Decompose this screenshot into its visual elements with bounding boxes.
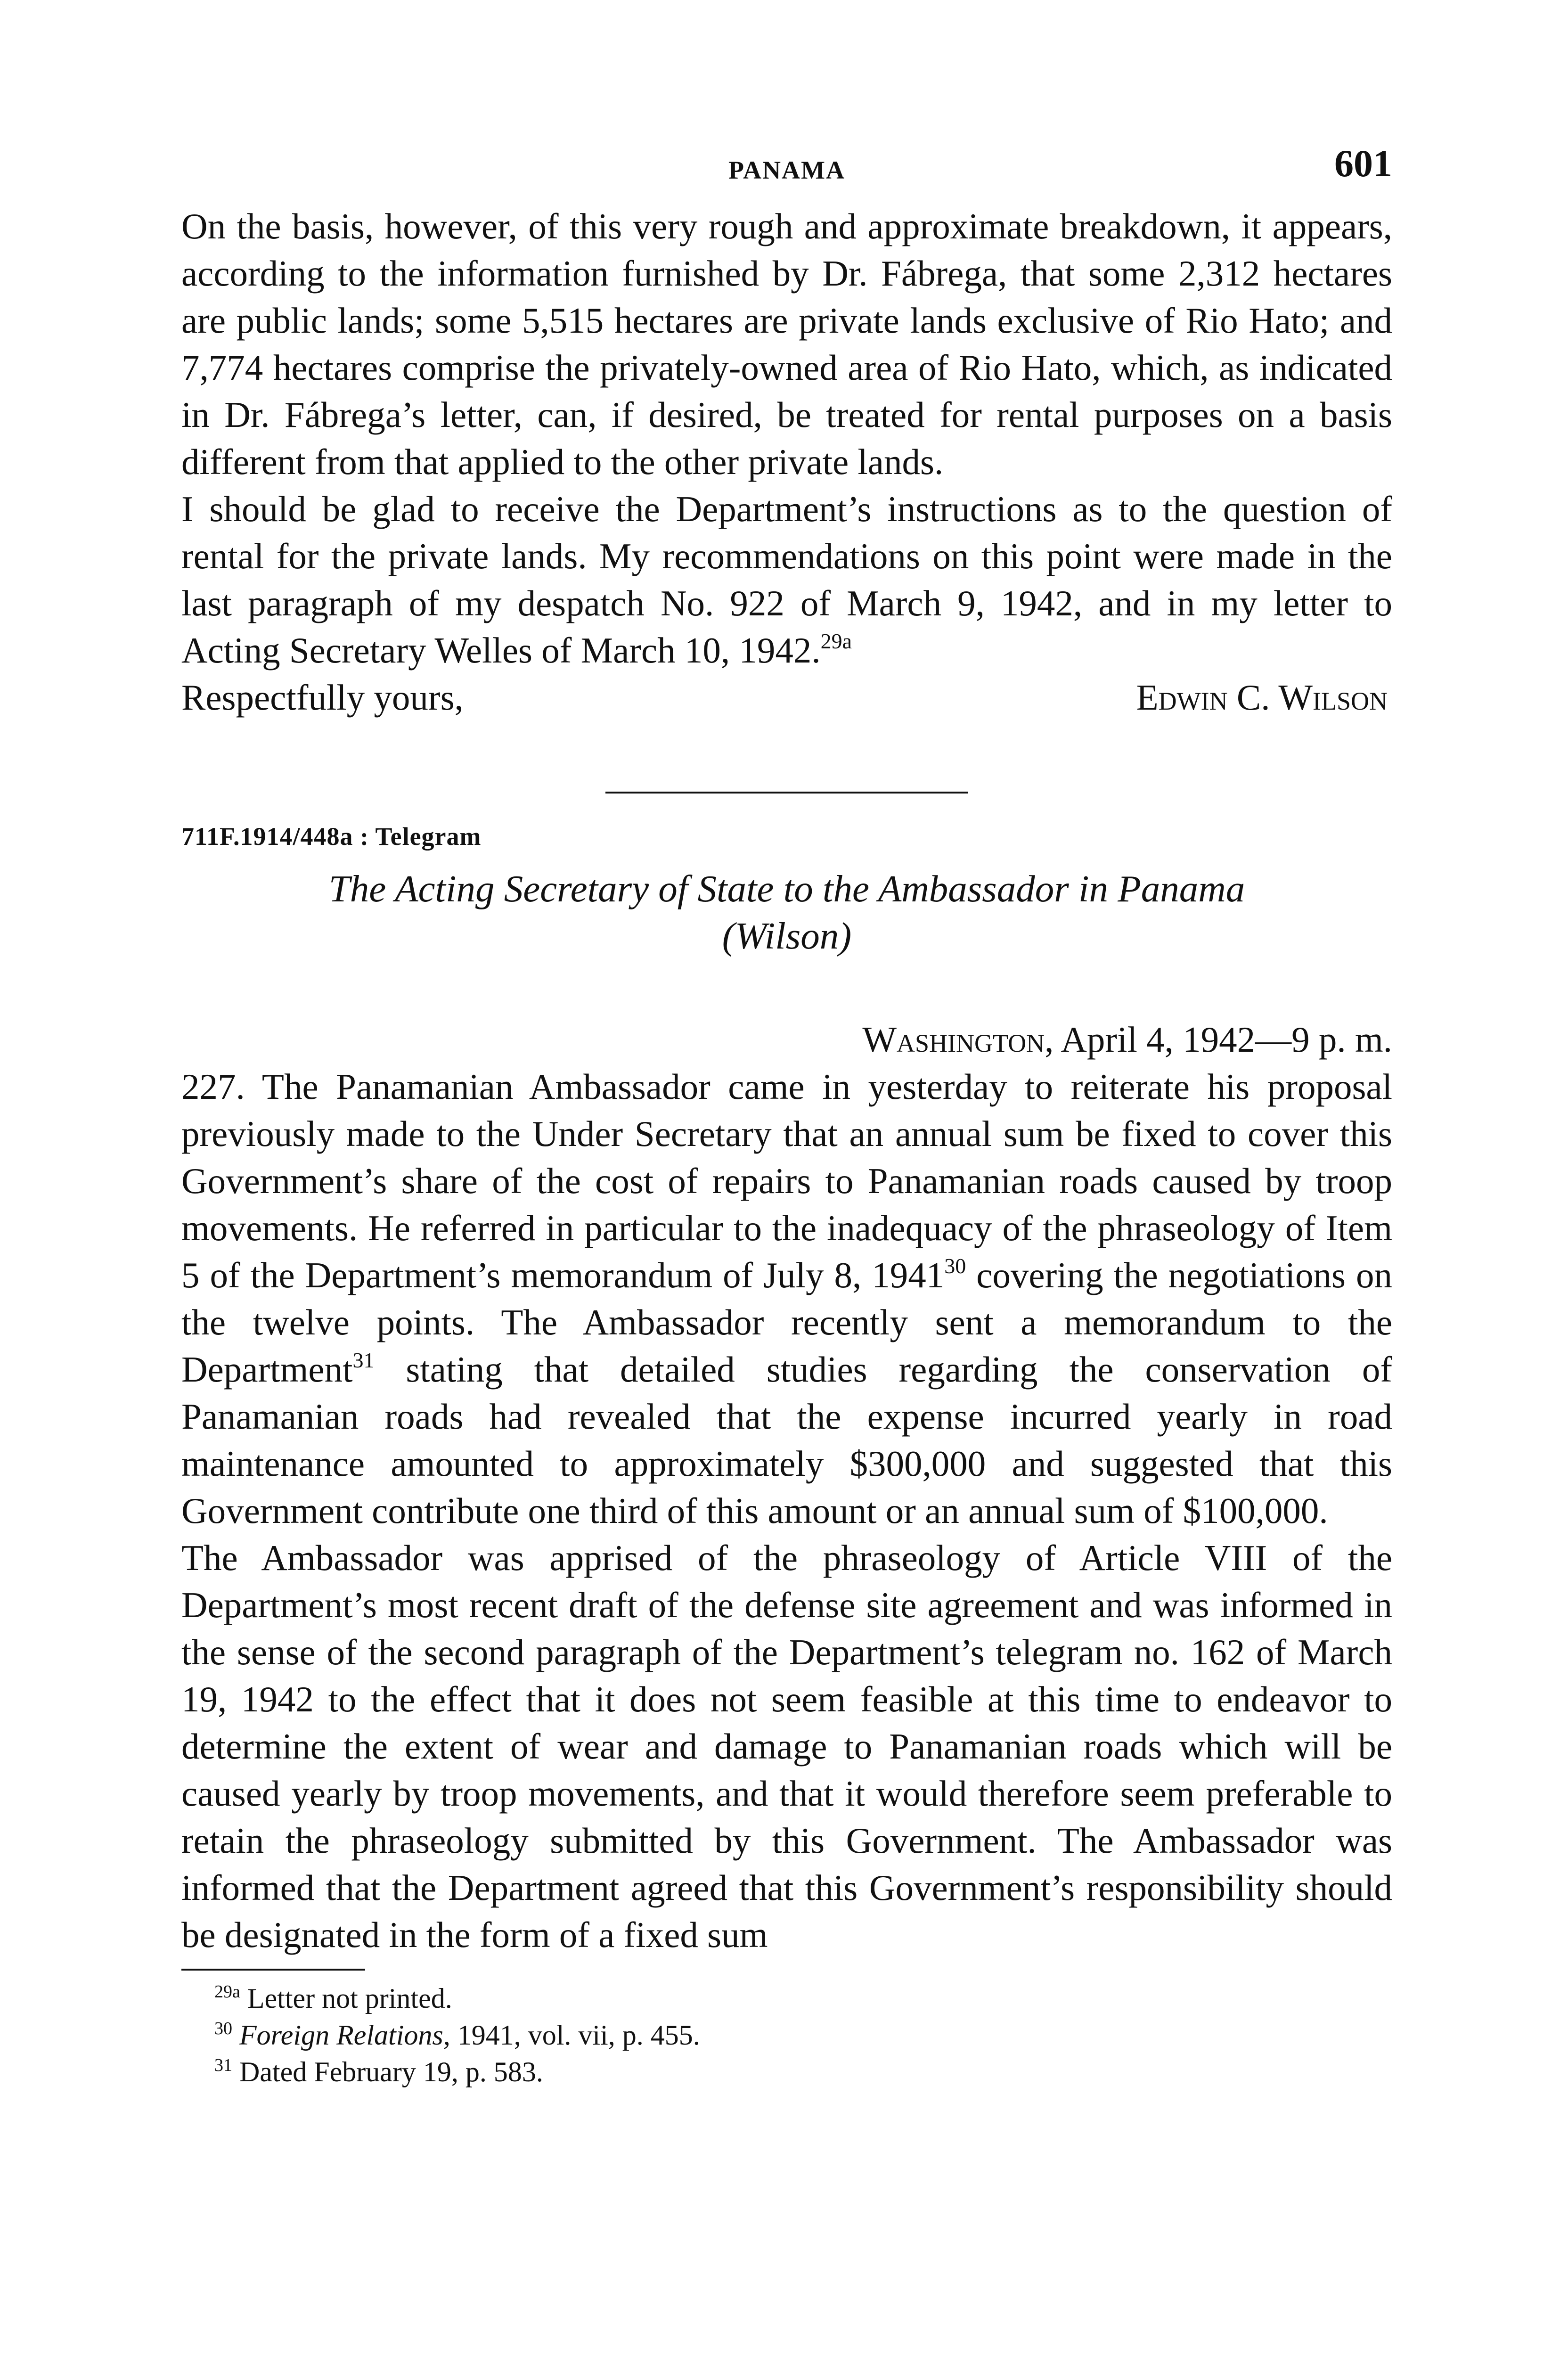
footnote-ref-30: 30 (944, 1254, 966, 1278)
section-divider (605, 792, 968, 794)
footnote-30 (214, 2017, 1392, 2053)
footnote-text: Letter not printed. (247, 1983, 452, 2014)
footnote-mark: 31 (214, 2055, 232, 2075)
paragraph-telegram-227 (181, 1063, 1392, 1534)
footnote-title: Foreign Relations, (239, 2020, 450, 2051)
paragraph-article-viii (181, 1534, 1392, 1958)
footnote-ref-31: 31 (352, 1348, 375, 1372)
paragraph-breakdown (181, 203, 1392, 485)
paragraph-instructions (181, 485, 1392, 674)
signature: Edwin C. Wilson (1136, 677, 1388, 718)
footnote-divider (181, 1969, 365, 1971)
footnote-text: Dated February 19, p. 583. (239, 2056, 543, 2087)
heading-line-1: The Acting Secretary of State to the Ambassador in Panama (328, 867, 1245, 910)
telegram-text-part-2: covering the negotiations on the twelve points. The Ambassador recently sent a memorandum to the Department (181, 1255, 1392, 1390)
running-title: PANAMA (728, 156, 845, 184)
footnote-29a (214, 1980, 1392, 2017)
dateline (181, 1016, 1392, 1063)
telegram-text-part-1: 227. The Panamanian Ambassador came in yesterday to reiterate his proposal previously made to the Under Secretary that an annual sum be fixed to cover this Government’s share of the cost of repairs to Panamanian roads caused by troop movements. He referred in particular to the inadequacy of the phraseology of Item 5 of the Department’s memorandum of July 8, 1941 (181, 1066, 1392, 1295)
footnote-mark: 30 (214, 2019, 232, 2038)
footnotes (181, 1980, 1392, 2090)
document-heading (181, 865, 1392, 959)
page-number: 601 (1334, 142, 1392, 185)
dateline-place: Washington (862, 1019, 1045, 1060)
running-header (181, 141, 1392, 203)
letter-closing (181, 674, 1392, 721)
paragraph-breakdown-text: On the basis, however, of this very rough and approximate breakdown, it appears, according to the information furnished by Dr. Fábrega, that some 2,312 hectares are public lands; some 5,515 hectares are private lands exclusive of Rio Hato; and 7,774 hectares comprise the privately-owned area of Rio Hato, which, as indicated in Dr. Fábrega’s letter, can, if desired, be treated for rental purposes on a basis different from that applied to the other private lands. (181, 206, 1392, 482)
footnote-31 (214, 2053, 1392, 2090)
document-page (181, 141, 1392, 2090)
heading-line-2: (Wilson) (722, 915, 852, 957)
article-viii-text: The Ambassador was apprised of the phraseology of Article VIII of the Department’s most recent draft of the defense site agreement and was informed in the sense of the second paragraph of the Department’s telegram no. 162 of March 19, 1942 to the effect that it does not seem feasible at this time to endeavor to determine the extent of wear and damage to Panamanian roads which will be caused yearly by troop movements, and that it would therefore seem preferable to retain the phraseology submitted by this Government. The Ambassador was informed that the Department agreed that this Government’s responsibility should be designated in the form of a fixed sum (181, 1538, 1392, 1955)
footnote-ref-29a: 29a (820, 629, 852, 653)
footnote-text: 1941, vol. vii, p. 455. (450, 2020, 700, 2051)
dateline-date: , April 4, 1942—9 p. m. (1045, 1019, 1392, 1060)
file-reference: 711F.1914/448a : Telegram (181, 822, 482, 851)
footnote-mark: 29a (214, 1982, 240, 2002)
salutation: Respectfully yours, (181, 677, 464, 718)
telegram-text-part-3: stating that detailed studies regarding the conservation of Panamanian roads had revealed that the expense incurred yearly in road maintenance amounted to approximately $300,000 and suggested that this Government contribute one third of this amount or an annual sum of $100,000. (181, 1349, 1392, 1531)
paragraph-instructions-text: I should be glad to receive the Department’s instructions as to the question of rental for the private lands. My recommendations on this point were made in the last paragraph of my despatch No. 922 of March 9, 1942, and in my letter to Acting Secretary Welles of March 10, 1942. (181, 489, 1392, 671)
